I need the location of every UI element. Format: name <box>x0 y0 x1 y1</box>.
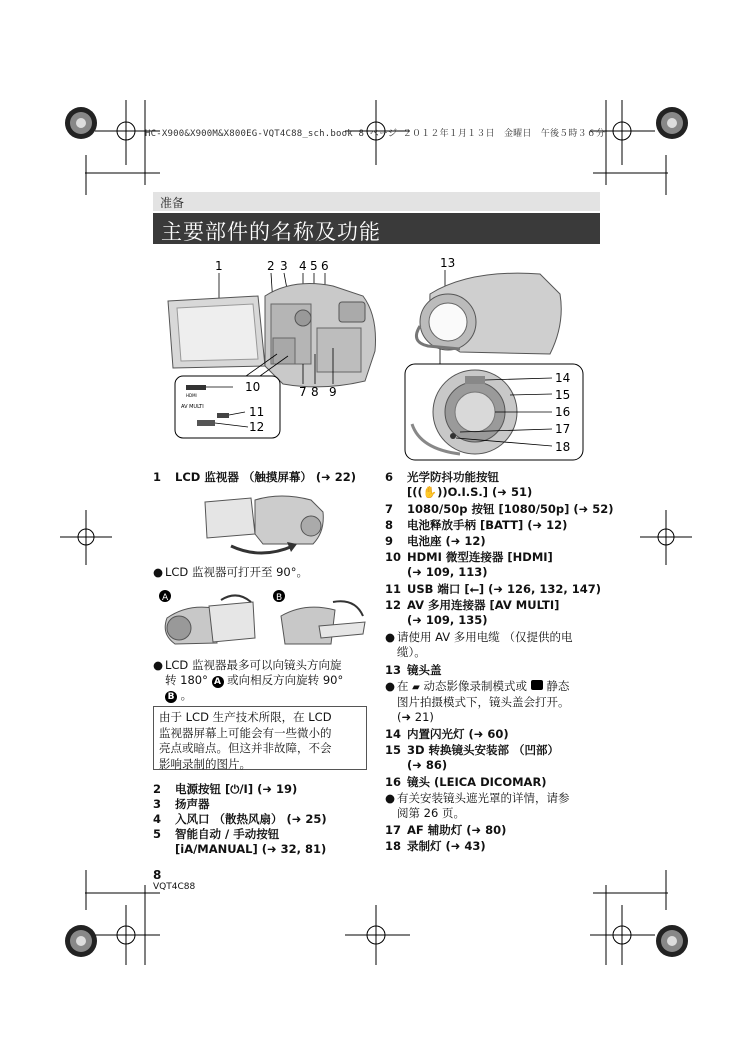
list-item-6: 6 光学防抖功能按钮 [((✋))O.I.S.] (➜ 51) <box>385 470 533 499</box>
callout-14: 14 <box>555 371 571 385</box>
rotate-illustration-b <box>271 588 371 650</box>
callout-8: 8 <box>311 385 319 399</box>
notice-line: 亮点或暗点。但这并非故障，不会 <box>159 741 332 755</box>
page-title: 主要部件的名称及功能 <box>161 220 381 244</box>
callout-9: 9 <box>329 385 337 399</box>
note-lens-cover: ● 在 ▰ 动态影像录制模式或 静态 图片拍摄模式下，镜头盖会打开。 (➜ 21) <box>385 679 570 724</box>
callout-17: 17 <box>555 422 571 436</box>
note-lens-hood: ● 有关安装镜头遮光罩的详情，请参 阅第 26 页。 <box>385 791 570 820</box>
hdmi-label: HDMI <box>186 393 197 398</box>
marker-b-badge: B <box>165 691 177 703</box>
list-item-4: 4 入风口 （散热风扇） (➜ 25) <box>153 812 327 826</box>
callout-16: 16 <box>555 405 571 419</box>
callout-4: 4 <box>299 259 307 273</box>
list-item-11: 11 USB 端口 [⭠] (➜ 126, 132, 147) <box>385 582 602 596</box>
notice-line: 影响录制的图片。 <box>159 756 251 771</box>
callout-1: 1 <box>215 259 223 273</box>
list-item-1: 1 LCD 监视器 （触摸屏幕） (➜ 22) <box>153 470 356 484</box>
page-number: 8 <box>153 868 162 882</box>
notice-line: 监视器屏幕上可能会有一些微小的 <box>159 725 332 740</box>
list-item-2: 2 电源按钮 [⏻/I] (➜ 19) <box>153 782 298 796</box>
av-multi-label: AV MULTI <box>181 404 204 410</box>
lcd-open-illustration <box>201 494 331 556</box>
movie-mode-icon: ▰ <box>412 682 420 693</box>
note-lcd-rotate: ● LCD 监视器最多可以向镜头方向旋 转 180° A 或向相反方向旋转 90° B 。 <box>153 658 344 702</box>
marker-b: B <box>276 593 283 603</box>
left-column <box>153 470 373 860</box>
list-item-5: 5 智能自动 / 手动按钮 [iA/MANUAL] (➜ 32, 81) <box>153 827 327 856</box>
camera-side-illustration <box>153 256 393 466</box>
lcd-notice-box <box>153 706 367 770</box>
list-item-12: 12 AV 多用连接器 [AV MULTI] (➜ 109, 135) <box>385 598 560 627</box>
list-item-13: 13 镜头盖 <box>385 663 442 677</box>
notice-line: 由于 LCD 生产技术所限，在 LCD <box>159 710 332 724</box>
list-item-8: 8 电池释放手柄 [BATT] (➜ 12) <box>385 518 568 532</box>
note-lcd-open: ● LCD 监视器可打开至 90°。 <box>153 565 308 579</box>
callout-13: 13 <box>440 256 456 270</box>
callout-3: 3 <box>280 259 288 273</box>
list-item-7: 7 1080/50p 按钮 [1080/50p] (➜ 52) <box>385 502 614 516</box>
list-item-18: 18 录制灯 (➜ 43) <box>385 839 486 853</box>
list-item-10: 10 HDMI 微型连接器 [HDMI] (➜ 109, 113) <box>385 550 553 579</box>
camera-front-illustration <box>400 254 600 462</box>
note-av-cable: ● 请使用 AV 多用电缆 （仅提供的电 缆）。 <box>385 630 573 659</box>
page-code: VQT4C88 <box>153 882 196 892</box>
callout-6: 6 <box>321 259 329 273</box>
callout-11: 11 <box>249 405 265 419</box>
callout-5: 5 <box>310 259 318 273</box>
marker-a-badge: A <box>212 676 224 688</box>
right-column <box>385 470 614 860</box>
list-item-9: 9 电池座 (➜ 12) <box>385 534 486 548</box>
callout-2: 2 <box>267 259 275 273</box>
rotate-illustration-a <box>157 588 261 650</box>
camera-mode-icon <box>531 680 543 690</box>
callout-12: 12 <box>249 420 265 434</box>
callout-18: 18 <box>555 440 571 454</box>
section-band <box>153 192 600 211</box>
callout-10: 10 <box>245 380 261 394</box>
print-header: HC-X900&X900M&X800EG-VQT4C88_sch.book 8 ページ ２０１２年１月１３日 金曜日 午後５時３６分 <box>145 129 606 139</box>
list-item-16: 16 镜头 (LEICA DICOMAR) <box>385 775 547 789</box>
list-item-17: 17 AF 辅助灯 (➜ 80) <box>385 823 507 837</box>
callout-15: 15 <box>555 388 571 402</box>
list-item-15: 15 3D 转换镜头安装部 （凹部） (➜ 86) <box>385 743 560 772</box>
list-item-3: 3 扬声器 <box>153 797 210 811</box>
callout-7: 7 <box>299 385 307 399</box>
section-label: 准备 <box>160 196 185 210</box>
marker-a: A <box>162 593 169 603</box>
list-item-14: 14 内置闪光灯 (➜ 60) <box>385 727 509 741</box>
